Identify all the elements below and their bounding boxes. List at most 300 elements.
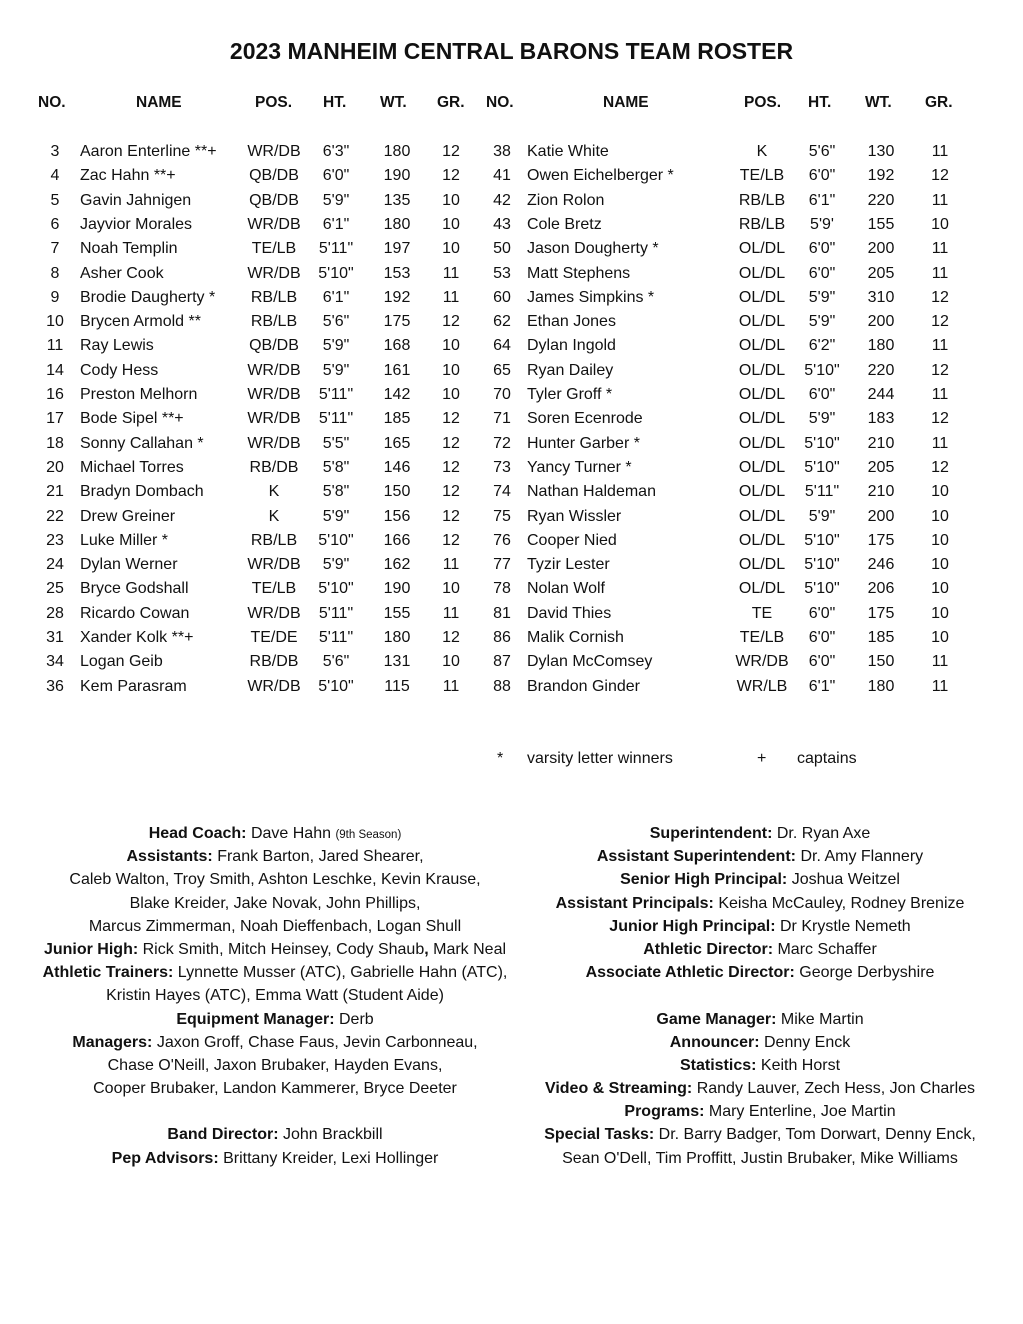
legend-star-text: varsity letter winners bbox=[527, 750, 673, 767]
player-pos: OL/DL bbox=[738, 313, 786, 331]
player-ht: 6'0" bbox=[808, 386, 836, 403]
player-wt: 175 bbox=[867, 604, 895, 622]
player-pos: WR/DB bbox=[247, 677, 301, 695]
player-wt: 162 bbox=[383, 556, 411, 574]
player-wt: 175 bbox=[867, 531, 895, 549]
player-pos: RB/LB bbox=[250, 313, 298, 331]
programs-line: Programs: Mary Enterline, Joe Martin bbox=[624, 1103, 896, 1121]
player-name: Xander Kolk **+ bbox=[80, 629, 194, 646]
player-no: 50 bbox=[493, 240, 511, 258]
header-gr-left: GR. bbox=[437, 94, 465, 111]
player-name: Tyler Groff * bbox=[527, 386, 613, 403]
player-name: Dylan McComsey bbox=[527, 653, 653, 671]
player-name: Zac Hahn **+ bbox=[80, 167, 176, 185]
player-gr: 12 bbox=[442, 483, 460, 501]
junior-high-line: Junior High: Rick Smith, Mitch Heinsey, Cody Shaub, Mark Neal bbox=[43, 940, 507, 958]
player-pos: QB/DB bbox=[249, 337, 299, 355]
player-pos: OL/DL bbox=[738, 410, 786, 428]
player-no: 9 bbox=[50, 288, 60, 306]
player-gr: 10 bbox=[931, 629, 949, 646]
player-no: 53 bbox=[493, 264, 511, 282]
player-pos: WR/DB bbox=[247, 434, 301, 452]
player-name: Zion Rolon bbox=[527, 191, 605, 209]
player-pos: OL/DL bbox=[738, 386, 786, 403]
player-gr: 11 bbox=[442, 288, 460, 306]
table-row bbox=[0, 605, 1023, 629]
header-name-right: NAME bbox=[603, 94, 649, 111]
player-pos: OL/DL bbox=[738, 580, 786, 598]
table-row bbox=[0, 362, 1023, 386]
player-gr: 11 bbox=[931, 240, 949, 258]
ad-line: Athletic Director: Marc Schaffer bbox=[643, 940, 877, 958]
player-gr: 11 bbox=[931, 434, 949, 452]
jh-principal-line: Junior High Principal: Dr Krystle Nemeth bbox=[609, 917, 911, 935]
player-pos: WR/DB bbox=[247, 604, 301, 622]
player-ht: 5'6" bbox=[808, 143, 836, 160]
coaching-staff bbox=[25, 822, 525, 1170]
player-wt: 166 bbox=[383, 531, 411, 549]
player-ht: 5'11" bbox=[318, 410, 354, 428]
player-ht: 5'9" bbox=[808, 313, 836, 331]
player-ht: 5'9" bbox=[322, 361, 350, 379]
player-name: Matt Stephens bbox=[527, 264, 631, 282]
managers-line: Managers: Jaxon Groff, Chase Faus, Jevin Carbonneau, bbox=[72, 1033, 478, 1051]
player-no: 16 bbox=[46, 386, 64, 403]
header-pos-right: POS. bbox=[744, 94, 782, 111]
assistants-line-4: Marcus Zimmerman, Noah Dieffenbach, Logan Shull bbox=[88, 917, 462, 935]
player-wt: 142 bbox=[383, 386, 411, 403]
player-wt: 183 bbox=[867, 410, 895, 428]
player-pos: WR/DB bbox=[247, 264, 301, 282]
table-row bbox=[0, 678, 1023, 702]
player-no: 24 bbox=[46, 556, 64, 574]
player-name: David Thies bbox=[527, 604, 612, 622]
player-name: Ricardo Cowan bbox=[80, 604, 190, 622]
player-pos: OL/DL bbox=[738, 507, 786, 525]
header-name-left: NAME bbox=[136, 94, 182, 111]
player-gr: 11 bbox=[931, 386, 949, 403]
player-gr: 12 bbox=[442, 507, 460, 525]
player-gr: 12 bbox=[442, 531, 460, 549]
player-no: 5 bbox=[50, 191, 60, 209]
player-no: 6 bbox=[50, 215, 60, 233]
player-wt: 246 bbox=[867, 556, 895, 574]
player-ht: 5'10" bbox=[318, 531, 354, 549]
player-gr: 11 bbox=[442, 604, 460, 622]
player-wt: 210 bbox=[867, 483, 895, 501]
player-pos: RB/LB bbox=[250, 531, 298, 549]
player-ht: 5'11" bbox=[318, 604, 354, 622]
header-ht-right: HT. bbox=[808, 94, 832, 111]
player-name: Aaron Enterline **+ bbox=[80, 143, 217, 160]
head-coach-line: Head Coach: Dave Hahn (9th Season) bbox=[148, 825, 402, 842]
player-name: Cody Hess bbox=[80, 361, 159, 379]
player-wt: 206 bbox=[867, 580, 895, 598]
player-ht: 6'0" bbox=[322, 167, 350, 185]
player-no: 8 bbox=[50, 264, 60, 282]
player-name: Bryce Godshall bbox=[80, 580, 189, 598]
player-name: Soren Ecenrode bbox=[527, 410, 643, 428]
player-wt: 185 bbox=[867, 629, 895, 646]
player-ht: 5'5" bbox=[322, 434, 350, 452]
player-name: Kem Parasram bbox=[80, 677, 187, 695]
player-gr: 12 bbox=[931, 167, 949, 185]
player-ht: 5'9" bbox=[322, 337, 350, 355]
player-pos: OL/DL bbox=[738, 240, 786, 258]
player-wt: 131 bbox=[383, 653, 411, 671]
player-ht: 5'9" bbox=[808, 288, 836, 306]
player-pos: WR/DB bbox=[247, 556, 301, 574]
table-row bbox=[0, 289, 1023, 313]
player-gr: 11 bbox=[442, 264, 460, 282]
player-pos: WR/DB bbox=[247, 215, 301, 233]
player-no: 88 bbox=[493, 677, 511, 695]
player-name: Tyzir Lester bbox=[527, 556, 610, 574]
player-name: Jason Dougherty * bbox=[527, 240, 659, 258]
player-ht: 6'0" bbox=[808, 653, 836, 671]
announcer-line: Announcer: Denny Enck bbox=[669, 1033, 851, 1051]
player-wt: 115 bbox=[384, 677, 410, 695]
player-ht: 6'1" bbox=[808, 191, 836, 209]
player-name: Brycen Armold ** bbox=[80, 313, 201, 331]
player-gr: 12 bbox=[442, 313, 460, 331]
player-no: 25 bbox=[46, 580, 64, 598]
player-gr: 10 bbox=[931, 604, 949, 622]
player-ht: 5'10" bbox=[804, 458, 840, 476]
player-gr: 10 bbox=[931, 215, 949, 233]
player-gr: 12 bbox=[442, 167, 460, 185]
table-row bbox=[0, 337, 1023, 361]
player-ht: 5'10" bbox=[318, 580, 354, 598]
player-no: 78 bbox=[493, 580, 511, 598]
player-pos: WR/DB bbox=[247, 143, 301, 160]
managers-line-2: Chase O'Neill, Jaxon Brubaker, Hayden Evans, bbox=[107, 1056, 443, 1074]
trainers-line: Athletic Trainers: Lynnette Musser (ATC), Gabrielle Hahn (ATC), bbox=[42, 964, 508, 982]
table-row bbox=[0, 410, 1023, 434]
player-pos: TE/LB bbox=[739, 629, 785, 646]
video-line: Video & Streaming: Randy Lauver, Zech Hess, Jon Charles bbox=[544, 1080, 976, 1098]
player-pos: OL/DL bbox=[738, 531, 786, 549]
player-gr: 10 bbox=[442, 191, 460, 209]
player-no: 72 bbox=[493, 434, 511, 452]
player-name: Luke Miller * bbox=[80, 531, 169, 549]
player-name: Drew Greiner bbox=[80, 507, 176, 525]
table-row bbox=[0, 167, 1023, 191]
table-row bbox=[0, 580, 1023, 604]
player-name: Cooper Nied bbox=[527, 531, 617, 549]
player-gr: 12 bbox=[442, 629, 460, 646]
player-pos: WR/DB bbox=[247, 361, 301, 379]
player-pos: WR/DB bbox=[247, 386, 301, 403]
player-wt: 168 bbox=[383, 337, 411, 355]
player-no: 3 bbox=[50, 143, 60, 160]
player-wt: 185 bbox=[383, 410, 411, 428]
player-wt: 244 bbox=[867, 386, 895, 403]
player-no: 64 bbox=[493, 337, 511, 355]
player-pos: WR/DB bbox=[735, 653, 789, 671]
player-wt: 180 bbox=[383, 215, 411, 233]
player-ht: 6'0" bbox=[808, 167, 836, 185]
table-row bbox=[0, 313, 1023, 337]
player-pos: K bbox=[268, 483, 280, 501]
player-ht: 6'0" bbox=[808, 604, 836, 622]
player-wt: 220 bbox=[867, 361, 895, 379]
player-ht: 5'10" bbox=[804, 531, 840, 549]
player-pos: OL/DL bbox=[738, 434, 786, 452]
player-no: 77 bbox=[493, 556, 511, 574]
player-name: Ryan Dailey bbox=[527, 361, 614, 379]
player-gr: 12 bbox=[931, 458, 949, 476]
player-gr: 10 bbox=[931, 556, 949, 574]
table-row bbox=[0, 532, 1023, 556]
player-ht: 5'10" bbox=[804, 361, 840, 379]
player-no: 34 bbox=[46, 653, 64, 671]
player-name: Asher Cook bbox=[80, 264, 164, 282]
player-no: 22 bbox=[46, 507, 64, 525]
assistants-line-3: Blake Kreider, Jake Novak, John Phillips, bbox=[129, 894, 421, 912]
player-no: 86 bbox=[493, 629, 511, 646]
table-row bbox=[0, 192, 1023, 216]
player-wt: 310 bbox=[867, 288, 895, 306]
table-row bbox=[0, 629, 1023, 653]
table-row bbox=[0, 216, 1023, 240]
player-name: Gavin Jahnigen bbox=[80, 191, 192, 209]
player-wt: 205 bbox=[867, 458, 895, 476]
player-gr: 10 bbox=[442, 215, 460, 233]
player-wt: 220 bbox=[867, 191, 895, 209]
player-ht: 5'9" bbox=[322, 191, 350, 209]
player-gr: 11 bbox=[931, 191, 949, 209]
player-no: 28 bbox=[46, 604, 64, 622]
player-pos: OL/DL bbox=[738, 483, 786, 501]
special-tasks-line: Special Tasks: Dr. Barry Badger, Tom Dorwart, Denny Enck, bbox=[544, 1126, 976, 1144]
player-pos: RB/DB bbox=[249, 458, 299, 476]
player-gr: 11 bbox=[442, 556, 460, 574]
player-pos: WR/DB bbox=[247, 410, 301, 428]
player-wt: 150 bbox=[383, 483, 411, 501]
player-no: 87 bbox=[493, 653, 511, 671]
player-no: 10 bbox=[46, 313, 64, 331]
player-no: 43 bbox=[493, 215, 511, 233]
player-name: Preston Melhorn bbox=[80, 386, 198, 403]
player-ht: 6'1" bbox=[808, 677, 836, 695]
player-wt: 205 bbox=[867, 264, 895, 282]
player-wt: 135 bbox=[383, 191, 411, 209]
player-no: 21 bbox=[46, 483, 64, 501]
player-pos: RB/LB bbox=[738, 215, 786, 233]
band-line: Band Director: John Brackbill bbox=[167, 1126, 383, 1144]
player-wt: 180 bbox=[383, 143, 411, 160]
player-name: Bode Sipel **+ bbox=[80, 410, 184, 428]
player-ht: 5'10" bbox=[804, 556, 840, 574]
player-name: Cole Bretz bbox=[527, 215, 602, 233]
player-wt: 153 bbox=[383, 264, 411, 282]
player-wt: 192 bbox=[867, 167, 895, 185]
statistics-line: Statistics: Keith Horst bbox=[679, 1056, 841, 1074]
player-gr: 12 bbox=[931, 361, 949, 379]
player-pos: OL/DL bbox=[738, 458, 786, 476]
player-name: Logan Geib bbox=[80, 653, 163, 671]
player-wt: 192 bbox=[383, 288, 411, 306]
player-wt: 180 bbox=[867, 337, 895, 355]
table-row bbox=[0, 556, 1023, 580]
player-ht: 5'11" bbox=[318, 629, 354, 646]
equipment-line: Equipment Manager: Derb bbox=[176, 1010, 374, 1028]
player-wt: 161 bbox=[383, 361, 411, 379]
player-ht: 6'0" bbox=[808, 629, 836, 646]
header-ht-left: HT. bbox=[323, 94, 347, 111]
player-ht: 5'10" bbox=[804, 580, 840, 598]
player-name: Ethan Jones bbox=[527, 313, 616, 331]
player-ht: 5'9" bbox=[322, 507, 350, 525]
player-pos: WR/LB bbox=[736, 677, 788, 695]
administration bbox=[510, 822, 1010, 1170]
player-gr: 10 bbox=[931, 580, 949, 598]
player-no: 81 bbox=[493, 604, 511, 622]
player-name: Hunter Garber * bbox=[527, 434, 640, 452]
player-gr: 12 bbox=[931, 288, 949, 306]
table-row bbox=[0, 459, 1023, 483]
player-gr: 10 bbox=[931, 531, 949, 549]
legend-plus-symbol: + bbox=[757, 750, 767, 767]
player-name: Ray Lewis bbox=[80, 337, 154, 355]
player-no: 65 bbox=[493, 361, 511, 379]
player-gr: 11 bbox=[931, 653, 949, 671]
player-ht: 5'9" bbox=[322, 556, 350, 574]
player-name: Jayvior Morales bbox=[80, 215, 193, 233]
page-title: 2023 MANHEIM CENTRAL BARONS TEAM ROSTER bbox=[229, 38, 794, 64]
player-no: 20 bbox=[46, 458, 64, 476]
player-name: Yancy Turner * bbox=[527, 458, 632, 476]
player-ht: 5'9" bbox=[808, 507, 836, 525]
player-wt: 190 bbox=[383, 580, 411, 598]
player-pos: K bbox=[268, 507, 280, 525]
header-gr-right: GR. bbox=[925, 94, 953, 111]
player-wt: 150 bbox=[867, 653, 895, 671]
player-no: 23 bbox=[46, 531, 64, 549]
player-wt: 156 bbox=[383, 507, 411, 525]
assoc-ad-line: Associate Athletic Director: George Derbyshire bbox=[585, 964, 935, 982]
player-no: 36 bbox=[46, 677, 64, 695]
player-no: 60 bbox=[493, 288, 511, 306]
player-gr: 11 bbox=[931, 264, 949, 282]
player-wt: 165 bbox=[383, 434, 411, 452]
player-ht: 5'11" bbox=[318, 240, 354, 258]
player-no: 42 bbox=[493, 191, 511, 209]
player-no: 71 bbox=[493, 410, 511, 428]
header-no-right: NO. bbox=[486, 94, 514, 111]
player-name: Dylan Werner bbox=[80, 556, 178, 574]
player-gr: 10 bbox=[442, 386, 460, 403]
player-name: Sonny Callahan * bbox=[80, 434, 204, 452]
shs-principal-line: Senior High Principal: Joshua Weitzel bbox=[620, 871, 900, 889]
player-ht: 6'2" bbox=[808, 337, 836, 355]
player-wt: 130 bbox=[867, 143, 895, 160]
player-gr: 10 bbox=[442, 653, 460, 671]
player-pos: OL/DL bbox=[738, 556, 786, 574]
player-ht: 5'6" bbox=[322, 653, 350, 671]
player-name: Nolan Wolf bbox=[527, 580, 605, 598]
player-gr: 10 bbox=[442, 240, 460, 258]
header-pos-left: POS. bbox=[255, 94, 293, 111]
player-pos: OL/DL bbox=[738, 264, 786, 282]
player-wt: 200 bbox=[867, 507, 895, 525]
special-tasks-line-2: Sean O'Dell, Tim Proffitt, Justin Brubaker, Mike Williams bbox=[562, 1149, 958, 1167]
player-name: Bradyn Dombach bbox=[80, 483, 204, 501]
player-no: 41 bbox=[493, 167, 511, 185]
managers-line-3: Cooper Brubaker, Landon Kammerer, Bryce Deeter bbox=[93, 1080, 457, 1098]
player-gr: 11 bbox=[442, 677, 460, 695]
player-gr: 10 bbox=[931, 483, 949, 501]
player-no: 73 bbox=[493, 458, 511, 476]
player-ht: 6'0" bbox=[808, 264, 836, 282]
asst-principals-line: Assistant Principals: Keisha McCauley, Rodney Brenize bbox=[555, 894, 965, 912]
player-name: Malik Cornish bbox=[527, 629, 624, 646]
player-wt: 197 bbox=[383, 240, 411, 258]
player-pos: RB/LB bbox=[250, 288, 298, 306]
player-ht: 5'11" bbox=[318, 386, 354, 403]
asst-super-line: Assistant Superintendent: Dr. Amy Flannery bbox=[596, 848, 924, 866]
player-no: 62 bbox=[493, 313, 511, 331]
player-pos: TE bbox=[751, 604, 773, 622]
table-row bbox=[0, 143, 1023, 167]
player-pos: QB/DB bbox=[249, 191, 299, 209]
player-name: Brodie Daugherty * bbox=[80, 288, 216, 306]
player-no: 38 bbox=[493, 143, 511, 160]
player-name: Noah Templin bbox=[80, 240, 178, 258]
player-wt: 200 bbox=[867, 313, 895, 331]
player-ht: 6'1" bbox=[322, 215, 350, 233]
player-no: 18 bbox=[46, 434, 64, 452]
player-wt: 146 bbox=[383, 458, 411, 476]
player-wt: 190 bbox=[383, 167, 411, 185]
player-ht: 5'10" bbox=[318, 264, 354, 282]
player-gr: 10 bbox=[442, 337, 460, 355]
player-no: 7 bbox=[50, 240, 60, 258]
player-gr: 10 bbox=[931, 507, 949, 525]
header-no-left: NO. bbox=[38, 94, 66, 111]
header-wt-right: WT. bbox=[865, 94, 892, 111]
player-gr: 11 bbox=[931, 143, 949, 160]
player-pos: TE/LB bbox=[251, 580, 297, 598]
player-name: Michael Torres bbox=[80, 458, 184, 476]
player-gr: 11 bbox=[931, 337, 949, 355]
table-row bbox=[0, 508, 1023, 532]
player-no: 14 bbox=[46, 361, 64, 379]
player-wt: 155 bbox=[867, 215, 895, 233]
player-pos: TE/LB bbox=[739, 167, 785, 185]
assistants-line: Assistants: Frank Barton, Jared Shearer, bbox=[126, 848, 424, 866]
player-ht: 6'1" bbox=[322, 288, 350, 306]
table-row bbox=[0, 386, 1023, 410]
spacer bbox=[25, 1100, 525, 1123]
player-gr: 12 bbox=[442, 143, 460, 160]
table-row bbox=[0, 240, 1023, 264]
player-wt: 200 bbox=[867, 240, 895, 258]
game-manager-line: Game Manager: Mike Martin bbox=[656, 1010, 864, 1028]
assistants-line-2: Caleb Walton, Troy Smith, Ashton Leschke, Kevin Krause, bbox=[69, 871, 481, 889]
player-name: Nathan Haldeman bbox=[527, 483, 656, 501]
player-wt: 180 bbox=[383, 629, 411, 646]
player-pos: TE/LB bbox=[251, 240, 297, 258]
player-pos: RB/LB bbox=[738, 191, 786, 209]
player-no: 17 bbox=[46, 410, 64, 428]
player-pos: TE/DE bbox=[250, 629, 298, 646]
player-name: James Simpkins * bbox=[527, 288, 655, 306]
legend-star-symbol: * bbox=[497, 750, 504, 767]
player-pos: QB/DB bbox=[249, 167, 299, 185]
player-pos: RB/DB bbox=[249, 653, 299, 671]
